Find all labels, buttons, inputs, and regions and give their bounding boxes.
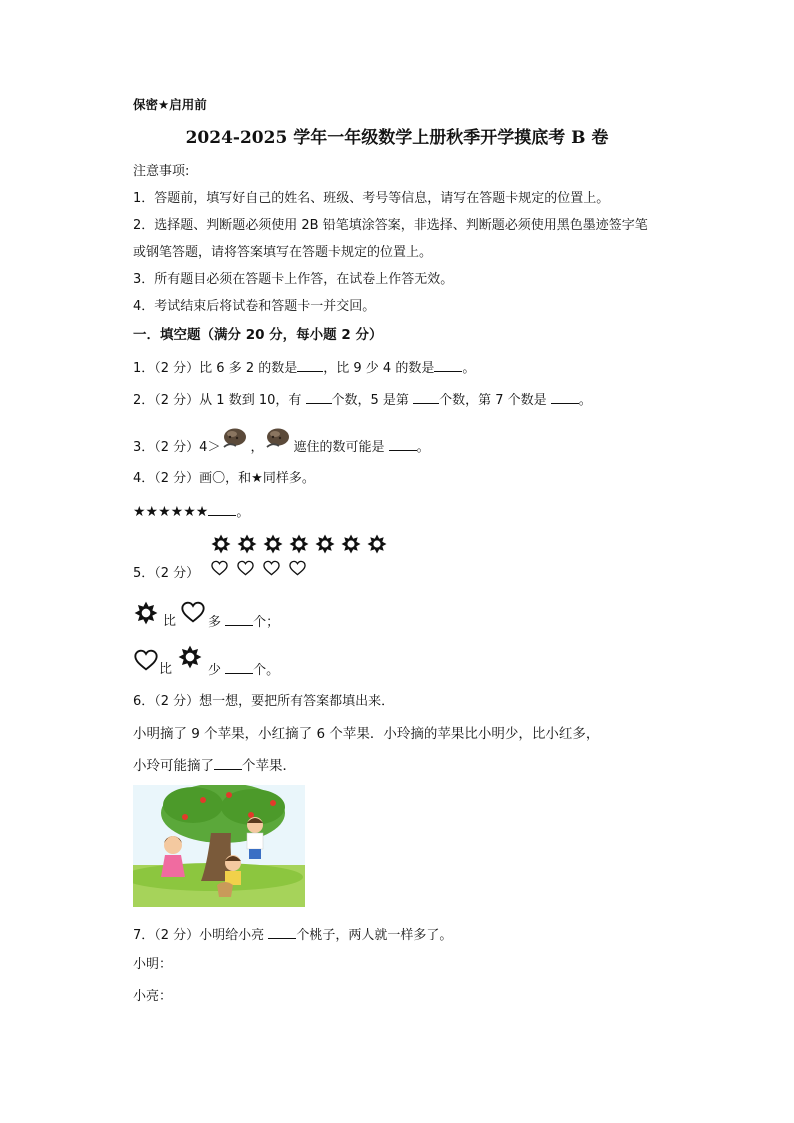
q5-text: 少	[208, 663, 226, 678]
q5-blank-1[interactable]	[225, 613, 253, 626]
q1-text: 。	[462, 361, 476, 376]
q6-text: 小玲可能摘了	[133, 758, 214, 774]
q5-text: 比	[159, 662, 173, 677]
sun-icon	[237, 534, 257, 554]
notice-item: 2．选择题、判断题必须使用 2B 铅笔填涂答案，非选择、判断题必须使用黑色墨迹签字笔	[133, 218, 648, 233]
q2-text: 个数，第 7 个数是	[439, 393, 551, 408]
question-2	[133, 391, 592, 410]
sun-icon	[315, 534, 335, 554]
heart-icon	[289, 560, 306, 576]
q5-label: 5．（2 分）	[133, 566, 200, 581]
q5-text: 多	[208, 615, 226, 630]
question-4: 4．（2 分）画〇，和★同样多。	[133, 471, 315, 486]
notice-item: 1．答题前，填写好自己的姓名、班级、考号等信息，请写在答题卡规定的位置上。	[133, 191, 610, 206]
q5-blank-2[interactable]	[225, 661, 253, 674]
q1-blank-1[interactable]	[297, 359, 323, 372]
heart-icon	[237, 560, 254, 576]
q4-stars: ★★★★★★	[133, 504, 209, 520]
sun-icon	[367, 534, 387, 554]
notice-item: 4．考试结束后将试卷和答题卡一并交回。	[133, 299, 376, 314]
q5-heart-row	[211, 560, 306, 576]
q6-text: 个苹果．	[242, 758, 296, 774]
q5-text: 个。	[253, 663, 280, 678]
heart-icon	[211, 560, 228, 576]
q4-text: 。	[236, 505, 250, 520]
q2-blank-2[interactable]	[413, 391, 439, 404]
q2-text: 。	[578, 393, 592, 408]
q3-blank[interactable]	[389, 438, 417, 451]
q5-sun-row	[211, 534, 387, 554]
q7-blank[interactable]	[268, 926, 296, 939]
confidential-label: 保密★启用前	[133, 97, 207, 112]
question-1	[133, 359, 475, 378]
q5-line1	[208, 613, 279, 632]
q7-name-xiaoliang: 小亮：	[133, 989, 173, 1004]
sun-icon	[178, 645, 202, 669]
heart-icon	[263, 560, 280, 576]
q5-text: 个；	[253, 615, 280, 630]
q2-text: 个数，5 是第	[331, 393, 414, 408]
q2-blank-3[interactable]	[551, 391, 579, 404]
sun-icon	[263, 534, 283, 554]
q2-text: 2．（2 分）从 1 数到 10，有	[133, 393, 306, 408]
q1-text: 1．（2 分）比 6 多 2 的数是	[133, 361, 298, 376]
q2-blank-1[interactable]	[306, 391, 332, 404]
q6-line	[133, 757, 296, 775]
q4-star-row	[133, 503, 249, 522]
notice-item: 3．所有题目必须在答题卡上作答，在试卷上作答无效。	[133, 272, 454, 287]
heart-icon	[181, 601, 205, 623]
sun-icon	[134, 601, 158, 625]
q1-blank-2[interactable]	[434, 359, 462, 372]
q7-text: 个桃子，两人就一样多了。	[296, 928, 453, 943]
q6-line: 小明摘了 9 个苹果，小红摘了 6 个苹果．小玲摘的苹果比小明少，比小红多，	[133, 726, 600, 742]
question-7	[133, 926, 452, 945]
q3-text: 。	[416, 440, 430, 455]
notice-heading: 注意事项:	[133, 164, 190, 179]
q7-name-xiaoming: 小明：	[133, 957, 173, 972]
sun-icon	[211, 534, 231, 554]
q6-blank[interactable]	[214, 757, 242, 770]
section-heading: 一．填空题（满分 20 分，每小题 2 分）	[133, 327, 383, 343]
apple-picking-picture	[133, 785, 305, 907]
rock-icon	[263, 423, 293, 453]
sun-icon	[341, 534, 361, 554]
q5-text: 比	[163, 614, 177, 629]
heart-icon	[134, 649, 158, 671]
q1-text: ，比 9 少 4 的数是	[323, 361, 435, 376]
question-3	[133, 438, 430, 457]
q3-text: 遮住的数可能是	[293, 440, 389, 455]
notice-item: 或钢笔答题，请将答案填写在答题卡规定的位置上。	[133, 245, 433, 260]
q5-line2	[208, 661, 279, 680]
exam-title: 2024-2025 学年一年级数学上册秋季开学摸底考 B 卷	[185, 128, 609, 148]
q3-text: ，	[250, 440, 264, 455]
q4-blank[interactable]	[208, 503, 236, 516]
sun-icon	[289, 534, 309, 554]
rock-icon	[220, 423, 250, 453]
q7-text: 7．（2 分）小明给小亮	[133, 928, 269, 943]
question-6: 6．（2 分）想一想，要把所有答案都填出来．	[133, 694, 395, 709]
q3-text: 3．（2 分）4＞	[133, 440, 221, 455]
